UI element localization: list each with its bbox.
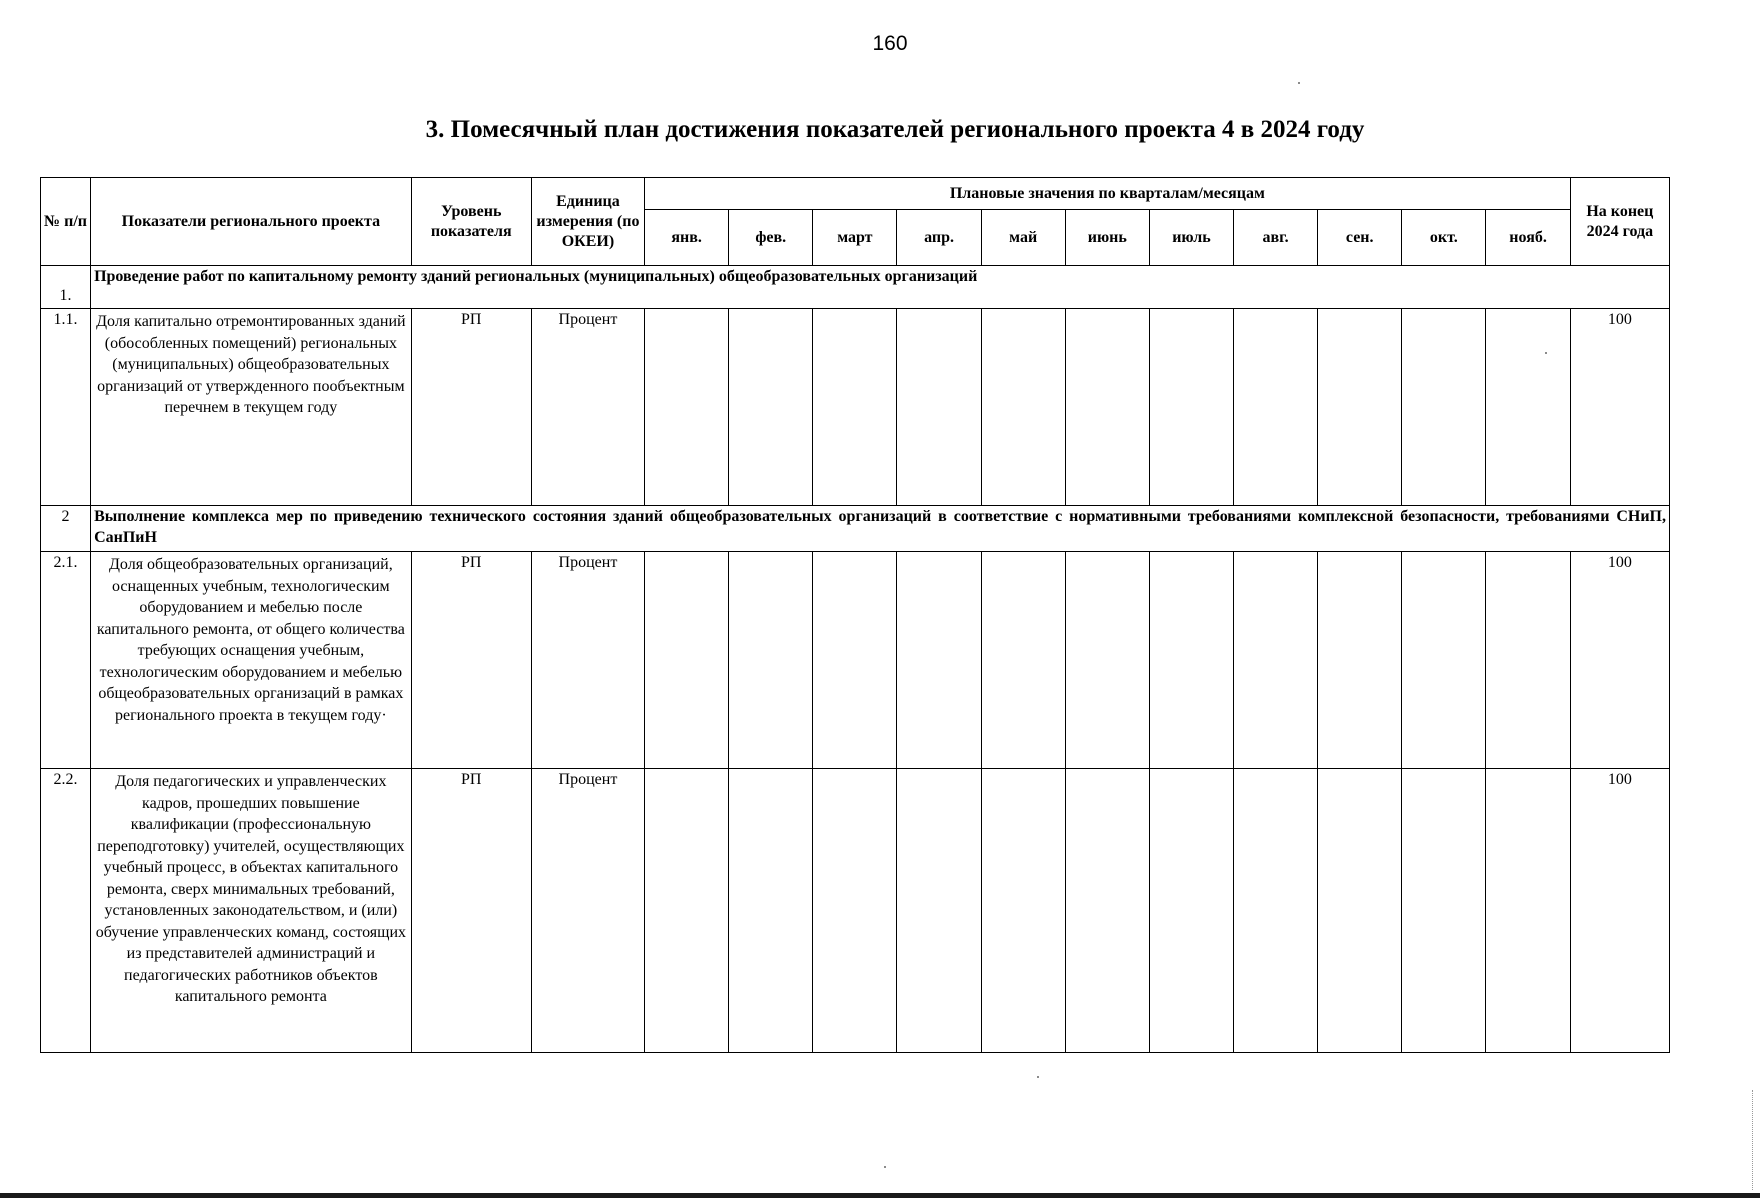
month-value xyxy=(1234,769,1318,1053)
month-value xyxy=(1402,552,1486,769)
monthly-plan-table xyxy=(40,177,1670,1053)
month-value xyxy=(729,769,813,1053)
section-title: Выполнение комплекса мер по приведению технического состояния зданий общеобразовательных организаций в соответствие с нормативными требованиями комплексной безопасности, требованиями СНиП, СанПиН xyxy=(91,506,1670,552)
month-value xyxy=(1318,552,1402,769)
indicator-level: РП xyxy=(411,552,531,769)
indicator-unit: Процент xyxy=(531,552,644,769)
row-num: 2.2. xyxy=(41,769,91,1053)
month-value xyxy=(1486,769,1570,1053)
month-value xyxy=(897,309,981,506)
month-value xyxy=(729,552,813,769)
month-value xyxy=(981,309,1065,506)
month-value xyxy=(1402,769,1486,1053)
header-month: апр. xyxy=(897,210,981,266)
header-planned-values: Плановые значения по кварталам/месяцам xyxy=(645,178,1571,210)
header-month: авг. xyxy=(1234,210,1318,266)
table-row xyxy=(41,552,1670,769)
month-value xyxy=(1065,769,1149,1053)
month-value xyxy=(1234,552,1318,769)
month-value xyxy=(1149,769,1233,1053)
section-row xyxy=(41,266,1670,309)
header-month: июнь xyxy=(1065,210,1149,266)
month-value xyxy=(897,552,981,769)
header-month: май xyxy=(981,210,1065,266)
section-num: 1. xyxy=(41,266,91,309)
section-num: 2 xyxy=(41,506,91,552)
row-num: 1.1. xyxy=(41,309,91,506)
page-number: 160 xyxy=(872,32,908,55)
header-month: март xyxy=(813,210,897,266)
month-value xyxy=(981,769,1065,1053)
scan-speck xyxy=(1298,82,1300,84)
indicator-name: Доля капитально отремонтированных зданий (обособленных помещений) региональных (муниципальных) общеобразовательных организаций от утвержденного пообъектным перечнем в текущем году xyxy=(91,309,412,506)
end-of-year-value: 100 xyxy=(1570,769,1669,1053)
indicator-level: РП xyxy=(411,309,531,506)
header-month: нояб. xyxy=(1486,210,1570,266)
indicator-level: РП xyxy=(411,769,531,1053)
month-value xyxy=(981,552,1065,769)
end-of-year-value: 100 xyxy=(1570,552,1669,769)
header-level: Уровень показателя xyxy=(411,178,531,266)
indicator-name: Доля педагогических и управленческих кадров, прошедших повышение квалификации (профессиональную переподготовку) учителей, осуществляющих учебный процесс, в объектах капитального ремонта, сверх минимальных требований, установленных законодательством, и (или) обучение управленческих команд, состоящих из представителей администраций и педагогических работников объектов капитального ремонта xyxy=(91,769,412,1053)
month-value xyxy=(1234,309,1318,506)
month-value xyxy=(1065,552,1149,769)
scan-edge xyxy=(1752,1090,1754,1190)
month-value xyxy=(813,309,897,506)
indicator-unit: Процент xyxy=(531,309,644,506)
indicator-unit: Процент xyxy=(531,769,644,1053)
header-unit: Единица измерения (по ОКЕИ) xyxy=(531,178,644,266)
header-num: № п/п xyxy=(41,178,91,266)
month-value xyxy=(645,552,729,769)
month-value xyxy=(813,769,897,1053)
header-month: июль xyxy=(1149,210,1233,266)
scan-speck xyxy=(884,1166,886,1168)
header-indicator: Показатели регионального проекта xyxy=(91,178,412,266)
scan-speck xyxy=(1545,352,1547,354)
month-value xyxy=(645,769,729,1053)
header-month: янв. xyxy=(645,210,729,266)
month-value xyxy=(1318,309,1402,506)
month-value xyxy=(813,552,897,769)
document-title: 3. Помесячный план достижения показателей регионального проекта 4 в 2024 году xyxy=(425,116,1365,143)
header-month: окт. xyxy=(1402,210,1486,266)
month-value xyxy=(1318,769,1402,1053)
month-value xyxy=(1065,309,1149,506)
month-value xyxy=(1149,309,1233,506)
section-row xyxy=(41,506,1670,552)
header-end-of-year: На конец 2024 года xyxy=(1570,178,1669,266)
header-month: сен. xyxy=(1318,210,1402,266)
month-value xyxy=(897,769,981,1053)
header-month: фев. xyxy=(729,210,813,266)
month-value xyxy=(645,309,729,506)
section-title: Проведение работ по капитальному ремонту зданий региональных (муниципальных) общеобразовательных организаций xyxy=(91,266,1670,309)
month-value xyxy=(1486,552,1570,769)
scan-bottom-bar xyxy=(0,1193,1760,1198)
month-value xyxy=(729,309,813,506)
end-of-year-value: 100 xyxy=(1570,309,1669,506)
month-value xyxy=(1486,309,1570,506)
month-value xyxy=(1402,309,1486,506)
row-num: 2.1. xyxy=(41,552,91,769)
table-row xyxy=(41,309,1670,506)
table-row xyxy=(41,769,1670,1053)
indicator-name: Доля общеобразовательных организаций, оснащенных учебным, технологическим оборудованием и мебелью после капитального ремонта, от общего количества требующих оснащения учебным, технологическим оборудованием и мебелью общеобразовательных организаций в рамках регионального проекта в текущем году· xyxy=(91,552,412,769)
scan-speck xyxy=(1037,1076,1039,1078)
month-value xyxy=(1149,552,1233,769)
